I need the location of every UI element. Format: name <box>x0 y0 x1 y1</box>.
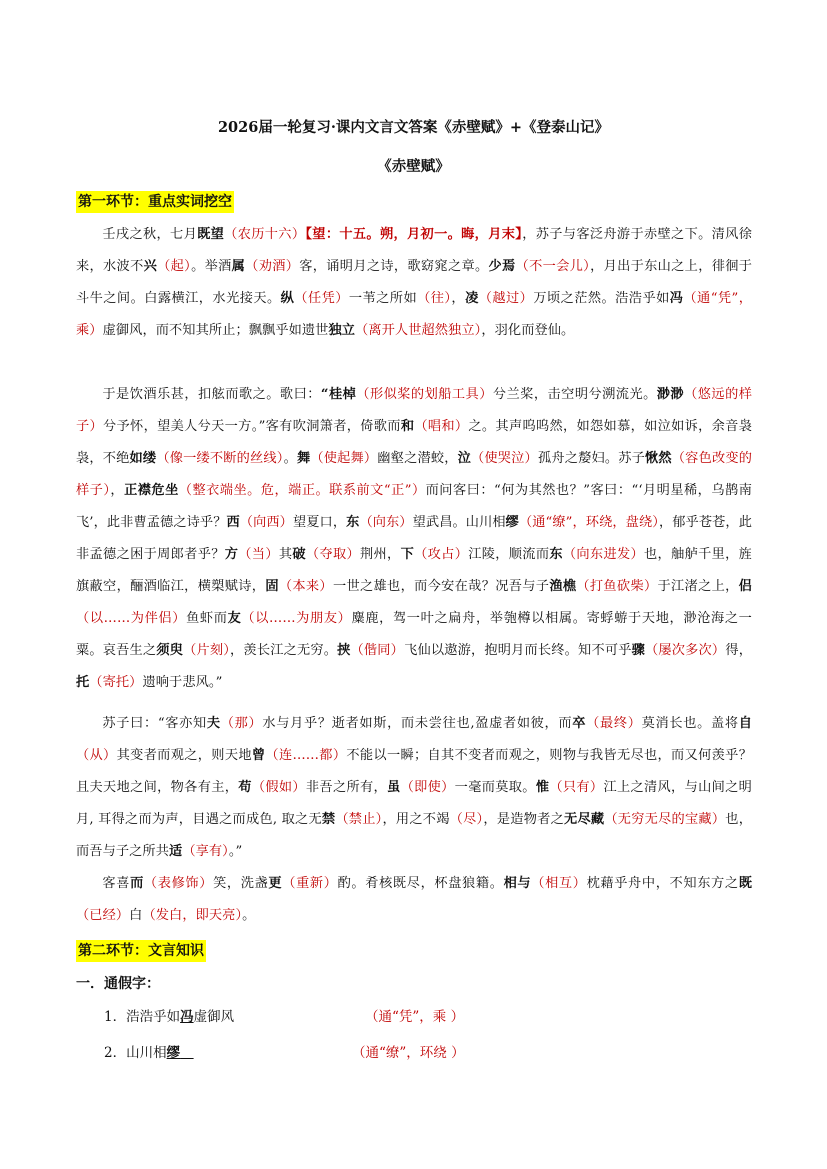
list-item <box>104 1041 194 1061</box>
key-word: 禁 <box>321 812 336 827</box>
key-word: 渔樵 <box>549 579 577 594</box>
body-text: 荆州， <box>360 547 401 562</box>
annotation-gloss: （即使） <box>400 780 455 795</box>
key-word: 纵 <box>280 291 295 306</box>
key-word: 冯 <box>669 291 684 306</box>
body-text: 一苇之所如 <box>348 291 418 306</box>
key-word: 方 <box>224 547 239 562</box>
document-title: 2026届一轮复习·课内文言文答案《赤壁赋》+《登泰山记》 <box>217 119 610 136</box>
annotation-gloss: （整衣端坐。危，端正。联系前文“正”） <box>178 483 426 498</box>
annotation-gloss: （起） <box>157 259 192 274</box>
paragraph-4 <box>76 868 752 932</box>
body-text: 兮兰桨，击空明兮溯流光。 <box>492 387 657 402</box>
body-text: 虚御风，而不知其所止；飘飘乎如遗世 <box>102 323 329 338</box>
body-text: 得， <box>725 643 752 658</box>
body-text: 枕藉乎舟中，不知东方之 <box>586 876 739 891</box>
key-word: 渺渺 <box>656 387 685 402</box>
annotation-gloss: （通“缭”，环绕，盘绕） <box>518 515 659 530</box>
key-word: 曾 <box>251 748 266 763</box>
body-text: 而问客曰：“何为其然也？”客曰：“‘月明星稀，乌鹊南飞’，此非曹孟德之诗乎？ <box>76 483 752 530</box>
annotation-gloss: （从） <box>76 748 117 763</box>
body-text: 江上之清风，与山间之明月, 耳得之而为声，目遇之而成色, 取之无 <box>76 780 752 827</box>
key-word: 卒 <box>572 716 587 731</box>
body-text: 飞仙以遨游，抱明月而长终。知不可乎 <box>404 643 632 658</box>
annotation-gloss: （已经） <box>76 908 130 923</box>
key-word: 如缕 <box>129 451 157 466</box>
item-answer: （通“缭”，环绕 ） <box>352 1045 465 1061</box>
annotation-gloss: （尽） <box>449 812 484 827</box>
key-word: 破 <box>292 547 306 562</box>
body-text: 客，诵明月之诗，歌窈窕之章。 <box>299 259 489 274</box>
item-text: 1．浩浩乎如 <box>104 1009 181 1025</box>
annotation-gloss: （往） <box>417 291 452 306</box>
subsection-title: 一．通假字： <box>76 976 160 992</box>
body-text: 也，舳舻千里，旌旗蔽空，酾酒临江，横槊赋诗， <box>76 547 752 594</box>
key-word: 固 <box>265 579 279 594</box>
body-text: ， <box>110 483 125 498</box>
body-text: 。 <box>242 908 256 923</box>
item-keyword: 冯 <box>180 1009 194 1025</box>
key-word: 兴 <box>143 259 158 274</box>
annotation-gloss: （寄托） <box>89 675 143 690</box>
body-text: 幽壑之潜蛟， <box>377 451 458 466</box>
annotation-gloss: （任凭） <box>294 291 349 306</box>
body-text: 水与月乎？逝者如斯，而未尝往也,盈虚者如彼，而 <box>262 716 573 731</box>
annotation-gloss: （以……为伴侣） <box>76 611 187 626</box>
body-text: ，是造物者之 <box>483 812 565 827</box>
key-word: 既望 <box>197 227 225 242</box>
key-word: 虽 <box>387 780 401 795</box>
key-word: 惟 <box>535 780 550 795</box>
item-blank <box>180 1045 194 1061</box>
annotation-gloss: （那） <box>220 716 263 731</box>
key-word: 相与 <box>503 876 532 891</box>
item-text: 2．山川相 <box>104 1045 167 1061</box>
annotation-gloss: （攻占） <box>414 547 469 562</box>
key-word: 和 <box>400 419 415 434</box>
annotation-gloss: （像一缕不断的丝线） <box>156 451 284 466</box>
body-text: 一世之雄也，而今安在哉？况吾与子 <box>332 579 550 594</box>
paragraph-2 <box>76 379 752 699</box>
body-text: 于江渚之上， <box>657 579 739 594</box>
body-text: 。” <box>228 844 243 859</box>
annotation-gloss: （片刻） <box>183 643 231 658</box>
annotation-gloss: （发白，即天亮） <box>142 908 243 923</box>
annotation-gloss: （农历十六） <box>224 227 306 242</box>
body-text: 鱼虾而 <box>186 611 228 626</box>
body-text: 苏子曰：“客亦知 <box>102 716 207 731</box>
body-text: 兮予怀，望美人兮天一方。”客有吹洞箫者，倚歌而 <box>103 419 401 434</box>
annotation-gloss: （重新） <box>282 876 338 891</box>
annotation-gloss: （向西） <box>239 515 293 530</box>
key-word: 既 <box>738 876 753 891</box>
document-subtitle: 《赤壁赋》 <box>377 158 450 175</box>
annotation-gloss: （向东进发） <box>562 547 645 562</box>
key-word: 属 <box>231 259 246 274</box>
key-word: 东 <box>346 515 360 530</box>
annotation-gloss: （通“凭”，乘） <box>76 291 753 338</box>
body-text: ，郁乎苍苍，此非孟德之困于周郎者乎？ <box>76 515 752 562</box>
body-text: 于是饮酒乐甚，扣舷而歌之。歌曰： <box>102 387 321 402</box>
body-text: 万顷之茫然。浩浩乎如 <box>533 291 670 306</box>
annotation-gloss: （偕同） <box>350 643 405 658</box>
key-word: 愀然 <box>645 451 672 466</box>
key-word: 少焉 <box>488 259 516 274</box>
key-word: 须臾 <box>156 643 184 658</box>
body-text: 不能以一瞬；自其不变者而观之，则物与我皆无尽也，而又何羡乎？且夫天地之间，物各有主， <box>76 748 752 795</box>
annotation-gloss: （表修饰） <box>143 876 214 891</box>
body-text: 孤舟之嫠妇。苏子 <box>537 451 646 466</box>
annotation-gloss: （享有） <box>182 844 229 859</box>
key-word: 挟 <box>337 643 351 658</box>
body-text: 酌。肴核既尽，杯盘狼籍。 <box>337 876 504 891</box>
annotation-gloss: （使起舞） <box>310 451 378 466</box>
key-word: 西 <box>226 515 240 530</box>
annotation-gloss: （离开人世超然独立） <box>355 323 482 338</box>
body-text: 。 <box>283 451 297 466</box>
body-text: 也，而吾与子之所共 <box>76 812 752 859</box>
key-word: 独立 <box>328 323 356 338</box>
annotation-gloss: （使哭泣） <box>471 451 538 466</box>
section-heading-2: 第二环节：文言知识 <box>76 940 206 962</box>
annotation-gloss: （唱和） <box>414 419 469 434</box>
body-text: 其 <box>278 547 293 562</box>
key-word: 舞 <box>296 451 311 466</box>
key-word: 友 <box>227 611 242 626</box>
key-word: 泣 <box>457 451 471 466</box>
body-text: ，羡长江之无穷。 <box>230 643 338 658</box>
annotation-gloss: （最终） <box>586 716 642 731</box>
annotation-gloss: （禁止） <box>335 812 383 827</box>
body-text: 莫消长也。盖将 <box>641 716 739 731</box>
key-word: 更 <box>268 876 283 891</box>
key-word: 苟 <box>238 780 252 795</box>
annotation-gloss: （向东） <box>359 515 413 530</box>
body-text: 其变者而观之，则天地 <box>116 748 252 763</box>
body-text: 江陵，顺流而 <box>468 547 550 562</box>
annotation-gloss: （屡次多次） <box>645 643 726 658</box>
annotation-gloss: （夺取） <box>305 547 361 562</box>
annotation-gloss: （只有） <box>549 780 604 795</box>
key-word: 适 <box>169 844 183 859</box>
key-word: 侣 <box>738 579 752 594</box>
body-text: 笑，洗盏 <box>213 876 269 891</box>
key-word: 缪 <box>505 515 519 530</box>
key-word: 东 <box>549 547 563 562</box>
body-text: 。举酒 <box>191 259 232 274</box>
item-answer: （通“凭”，乘 ） <box>365 1009 465 1025</box>
key-word: 而 <box>130 876 144 891</box>
paragraph-1 <box>76 219 752 347</box>
annotation-gloss: （越过） <box>478 291 534 306</box>
annotation-gloss: （悠远的样子） <box>76 387 753 434</box>
annotation-gloss: （无穷无尽的宝藏） <box>604 812 726 827</box>
section-heading-1: 第一环节：重点实词挖空 <box>76 191 234 213</box>
body-text: ， <box>451 291 466 306</box>
annotation-gloss: （容色改变的样子） <box>76 451 753 498</box>
annotation-gloss: （以……为朋友） <box>241 611 352 626</box>
body-text: 之。其声呜呜然，如怨如慕，如泣如诉，余音袅袅，不绝 <box>76 419 752 466</box>
key-word: 托 <box>76 675 90 690</box>
key-word: 正襟危坐 <box>124 483 179 498</box>
annotation-gloss: （打鱼砍柴） <box>576 579 658 594</box>
body-text: 白 <box>129 908 143 923</box>
annotation-gloss: （当） <box>238 547 279 562</box>
key-word: 下 <box>400 547 415 562</box>
annotation-gloss: （假如） <box>251 780 306 795</box>
annotation-note: 【望：十五。朔，月初一。晦，月末】 <box>305 227 523 242</box>
body-text: ，用之不竭 <box>382 812 450 827</box>
body-text: 非吾之所有， <box>305 780 388 795</box>
annotation-gloss: （相互） <box>531 876 587 891</box>
annotation-gloss: （形似桨的划船工具） <box>356 387 493 402</box>
body-text: ，月出于东山之上，徘徊于斗牛之间。白露横江，水光接天。 <box>76 259 753 306</box>
key-word: 自 <box>738 716 752 731</box>
key-word: 凌 <box>465 291 479 306</box>
key-word: 夫 <box>206 716 221 731</box>
body-text: ，苏子与客泛舟游于赤壁之下。清风徐来，水波不 <box>76 227 752 274</box>
item-text: 虚御风 <box>193 1009 235 1025</box>
annotation-gloss: （本来） <box>278 579 333 594</box>
annotation-gloss: （不一会儿） <box>515 259 591 274</box>
paragraph-3 <box>76 708 752 868</box>
body-text: 望夏口， <box>292 515 347 530</box>
key-word: 骤 <box>631 643 645 658</box>
annotation-gloss: （连……都） <box>265 748 347 763</box>
list-item <box>104 1005 234 1025</box>
key-word: “桂棹 <box>320 387 357 402</box>
item-keyword: 缪 <box>166 1045 181 1061</box>
annotation-gloss: （劝酒） <box>245 259 300 274</box>
body-text: 一毫而莫取。 <box>454 780 536 795</box>
body-text: 壬戌之秋，七月 <box>102 227 198 242</box>
key-word: 无尽藏 <box>564 812 605 827</box>
body-text: ，羽化而登仙。 <box>481 323 575 338</box>
body-text: 客喜 <box>102 876 131 891</box>
body-text: 遗响于悲风。” <box>142 675 223 690</box>
body-text: 麋鹿，驾一叶之扁舟，举匏樽以相属。寄蜉蝣于天地，渺沧海之一粟。哀吾生之 <box>76 611 752 658</box>
body-text: 望武昌。山川相 <box>412 515 506 530</box>
